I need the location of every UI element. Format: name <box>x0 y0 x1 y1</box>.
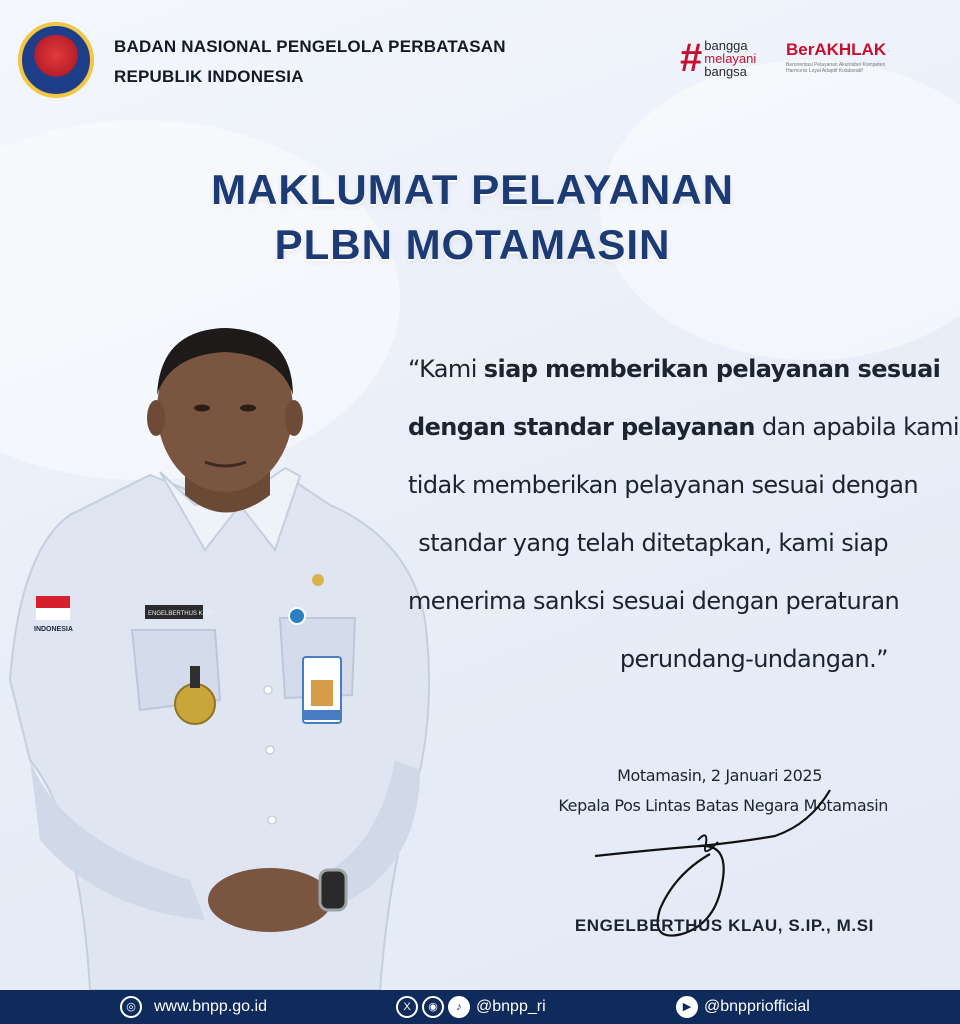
footer-social[interactable] <box>396 990 546 1024</box>
title-line1: MAKLUMAT PELAYANAN <box>211 166 734 213</box>
badge-strap <box>190 666 200 688</box>
website-link[interactable]: www.bnpp.go.id <box>154 998 267 1015</box>
ear-right <box>285 400 303 436</box>
ear-left <box>147 400 165 436</box>
footer-youtube[interactable] <box>676 990 810 1024</box>
quote-line: “Kami siap memberikan pelayanan sesuai <box>408 355 941 383</box>
bnpp-logo <box>18 22 94 98</box>
shirt-button <box>264 686 272 694</box>
eye-left <box>194 405 210 412</box>
signer-name: ENGELBERTHUS KLAU, S.IP., M.SI <box>574 916 874 935</box>
id-bar <box>303 710 341 720</box>
organization-name <box>114 32 506 92</box>
org-name-line1: BADAN NASIONAL PENGELOLA PERBATASAN <box>114 37 506 56</box>
berakhlak-logo <box>786 40 896 74</box>
bnpp-pin <box>289 608 305 624</box>
flag-red <box>36 596 70 608</box>
youtube-icon[interactable]: ▶ <box>676 996 698 1018</box>
org-name-line2: REPUBLIK INDONESIA <box>114 67 304 86</box>
bangga-melayani-bangsa-logo <box>680 36 780 80</box>
berakhlak-title: BerAKHLAK <box>786 40 887 59</box>
page-title <box>0 162 945 272</box>
footer-website[interactable] <box>120 990 267 1024</box>
bangga-line2: melayani <box>704 50 757 66</box>
hashtag-icon: # <box>680 36 703 80</box>
berakhlak-subtitle: Berorientasi Pelayanan Akuntabel Kompeten Harmonis Loyal Adaptif Kolaboratif <box>786 62 886 74</box>
footer-bar <box>0 990 960 1024</box>
quote-line: dengan standar pelayanan dan apabila kami <box>408 413 959 441</box>
globe-icon: ◎ <box>120 996 142 1018</box>
id-photo <box>311 680 333 706</box>
gold-badge <box>175 684 215 724</box>
eye-right <box>240 405 256 412</box>
signer-position: Kepala Pos Lintas Batas Negara Motamasin <box>558 796 888 815</box>
shirt-button <box>266 746 274 754</box>
collar-pin <box>312 574 324 586</box>
quote-line: tidak memberikan pelayanan sesuai dengan <box>408 471 919 499</box>
place-date: Motamasin, 2 Januari 2025 <box>617 766 822 785</box>
flag-label: INDONESIA <box>34 626 73 633</box>
name-tag-text: ENGELBERTHUS KLAU <box>148 611 215 617</box>
social-handle[interactable]: @bnpp_ri <box>476 998 546 1015</box>
youtube-handle[interactable]: @bnppriofficial <box>704 998 810 1015</box>
hands <box>208 868 332 932</box>
flag-white <box>36 608 70 620</box>
shirt-button <box>268 816 276 824</box>
service-pledge-quote <box>408 340 959 688</box>
quote-line: perundang-undangan.” <box>619 645 888 673</box>
quote-line: menerima sanksi sesuai dengan peraturan <box>408 587 900 615</box>
title-line2: PLBN MOTAMASIN <box>274 221 671 268</box>
tiktok-icon[interactable]: ♪ <box>448 996 470 1018</box>
quote-line: standar yang telah ditetapkan, kami siap <box>418 529 888 557</box>
x-icon[interactable]: X <box>396 996 418 1018</box>
official-portrait <box>0 300 460 990</box>
bangga-line3: bangsa <box>704 63 747 79</box>
instagram-icon[interactable]: ◉ <box>422 996 444 1018</box>
bangga-line1: bangga <box>704 37 748 53</box>
logo-emblem <box>31 35 81 85</box>
wristwatch <box>320 870 346 910</box>
